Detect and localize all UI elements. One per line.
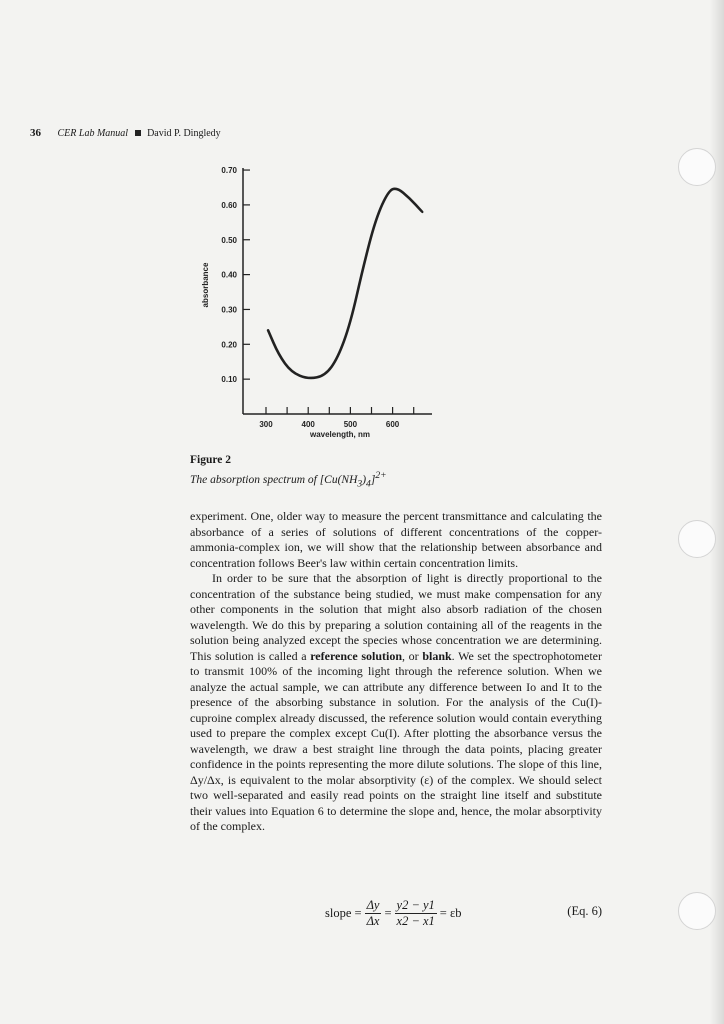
book-title: CER Lab Manual [57,128,129,139]
paragraph: In order to be sure that the absorption of light is directly proportional to the concentration of the substance being studied, we must make compensation for any other components in the solution that might also absorb radiation of the chosen wavelength. We do this by preparing a solution containing all of the reagents in the solution being analyzed except the species whose concentration we are determining. This solution is called a reference solution, or blank. We set the spectrophotometer to transmit 100% of the incoming light through the reference solution. When we analyze the actual sample, we can attribute any difference between Io and It to the presence of the absorbing substance in solution. For the analysis of the Cu(I)-cuproine complex already discussed, the reference solution would contain everything used to prepare the complex except Cu(I). After plotting the absorbance versus the wavelength, we draw a best straight line through the data points, placing greater confidence in the points representing the more dilute solutions. The slope of this line, Δy/Δx, is equivalent to the molar absorptivity (ε) of the complex. We should select two well-separated and easily read points on the straight line itself and substitute their values into Equation 6 to determine the slope and, hence, the molar absorptivity of the complex. [190,571,602,833]
y-tick-label: 0.20 [221,340,237,350]
eq-rhs: = εb [439,906,462,920]
term-blank: blank [422,648,452,663]
figure-caption [190,453,387,491]
x-tick-label: 300 [259,420,273,429]
absorption-chart [0,0,724,460]
figure-label: Figure 2 [190,454,231,466]
x-tick-label: 500 [343,420,358,429]
punch-hole [678,892,716,930]
punch-hole [678,520,716,558]
y-axis-label: absorbance [201,262,210,308]
term-reference-solution: reference solution [310,648,403,663]
y-tick-label: 0.10 [221,375,237,385]
x-axis-label: wavelength, nm [309,430,371,439]
fraction: $\frac{y2 - y1}{x2 - x1}$ [396,898,435,928]
y-tick-label: 0.50 [221,235,237,245]
fraction: $\frac{\Delta y}{\Delta x}$ [366,898,380,928]
body-text [190,509,602,835]
y-tick-label: 0.60 [221,200,237,210]
y-tick-label: 0.70 [221,166,237,176]
x-tick-label: 600 [385,420,400,429]
page-number: 36 [30,127,41,139]
x-tick-label: 400 [301,420,315,429]
equation-label: (Eq. 6) [567,904,602,918]
eq-lhs: slope = [325,906,362,920]
eq-sign: = [384,906,392,920]
y-tick-label: 0.40 [221,270,237,280]
absorbance-curve [268,189,422,378]
author: David P. Dingledy [147,128,221,139]
y-tick-label: 0.30 [221,305,237,315]
figure-caption-text: The absorption spectrum of $[Cu(NH_3)_4]^{2+}$ [190,470,387,490]
paragraph: experiment. One, older way to measure the percent transmittance and calculating the absorbance of a series of solutions of different concentrations of the copper-ammonia-complex ion, we will show that the relationship between absorbance and concentration follows Beer's law within certain concentration limits. [190,509,602,570]
